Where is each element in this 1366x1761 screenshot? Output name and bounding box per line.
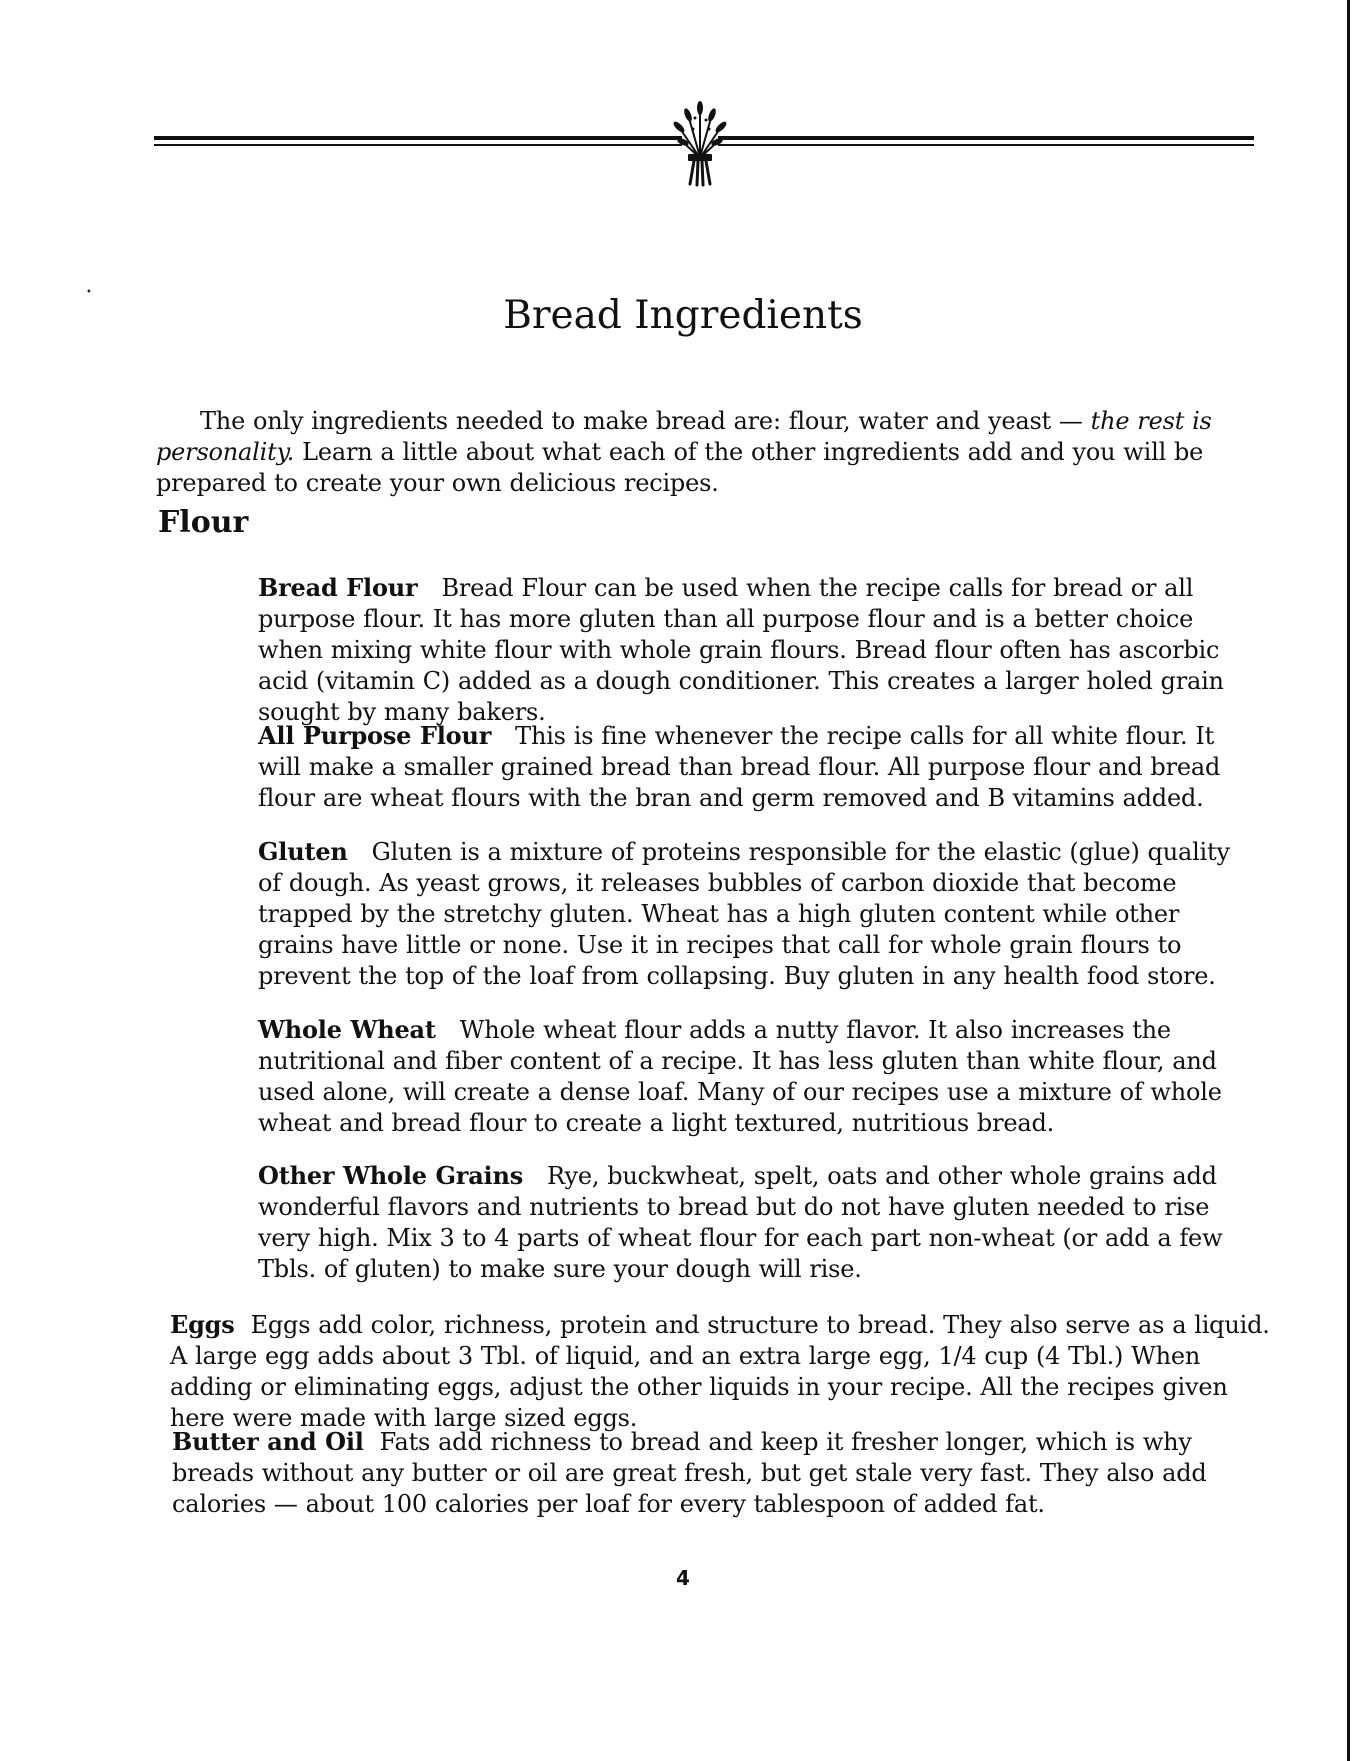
eggs-text: Eggs add color, richness, protein and structure to bread. They also serve as a liquid. A large egg adds about 3 Tbl. of liquid, and an extra large egg, 1/4 cup (4 Tbl.) When adding or eliminating eggs, adjust the other liquids in your recipe. All the recipes given here were made with large sized eggs. — [170, 1311, 1270, 1432]
bread-flour-entry — [258, 572, 1254, 728]
all-purpose-flour-term: All Purpose Flour — [258, 721, 492, 750]
whole-wheat-text: Whole wheat flour adds a nutty flavor. It also increases the nutritional and fiber content of a recipe. It has less gluten than white flour, and used alone, will create a dense loaf. Many of our recipes use a mixture of whole wheat and bread flour to create a light textured, nutritious bread. — [258, 1016, 1222, 1137]
bread-flour-text: Bread Flour can be used when the recipe calls for bread or all purpose flour. It has more gluten than all purpose flour and is a better choice when mixing white flour with whole grain flours. Bread flour often has ascorbic acid (vitamin C) added as a dough conditioner. This creates a larger holed grain sought by many bakers. — [258, 574, 1224, 726]
intro-emphasis-text: the rest is personality. — [156, 407, 1212, 466]
gluten-entry — [258, 836, 1254, 992]
whole-wheat-term: Whole Wheat — [258, 1015, 436, 1044]
scan-mark: • — [86, 287, 92, 298]
other-whole-grains-text: Rye, buckwheat, spelt, oats and other whole grains add wonderful flavors and nutrients to bread but do not have gluten needed to rise very high. Mix 3 to 4 parts of wheat flour for each part non-wheat (or add a few Tbls. of gluten) to make sure your dough will rise. — [258, 1162, 1223, 1283]
bread-flour-term: Bread Flour — [258, 573, 418, 602]
intro-paragraph — [156, 406, 1250, 499]
butter-and-oil-term: Butter and Oil — [172, 1427, 364, 1456]
intro-after-text: Learn a little about what each of the other ingredients add and you will be prepared to create your own delicious recipes. — [156, 438, 1204, 497]
eggs-entry — [170, 1309, 1272, 1434]
other-whole-grains-entry — [258, 1160, 1254, 1285]
eggs-term: Eggs — [170, 1310, 235, 1339]
page-number: 4 — [676, 1566, 690, 1590]
whole-wheat-entry — [258, 1014, 1254, 1139]
all-purpose-flour-entry — [258, 720, 1254, 814]
gluten-text: Gluten is a mixture of proteins responsible for the elastic (glue) quality of dough. As yeast grows, it releases bubbles of carbon dioxide that become trapped by the stretchy gluten. Wheat has a high gluten content while other grains have little or none. Use it in recipes that call for whole grain flours to prevent the top of the loaf from collapsing. Buy gluten in any health food store. — [258, 838, 1230, 990]
other-whole-grains-term: Other Whole Grains — [258, 1161, 524, 1190]
flour-section-heading: Flour — [158, 505, 249, 540]
all-purpose-flour-text: This is fine whenever the recipe calls for all white flour. It will make a smaller grained bread than bread flour. All purpose flour and bread flour are wheat flours with the bran and germ removed and B vitamins added. — [258, 722, 1221, 812]
page-title: Bread Ingredients — [503, 293, 863, 338]
wheat-sheaf-icon — [654, 98, 746, 190]
scan-edge-line — [1347, 0, 1350, 1761]
gluten-term: Gluten — [258, 837, 348, 866]
butter-and-oil-entry — [172, 1426, 1270, 1520]
butter-and-oil-text: Fats add richness to bread and keep it fresher longer, which is why breads without any butter or oil are great fresh, but get stale very fast. They also add calories — about 100 calories per loaf for every tablespoon of added fat. — [172, 1428, 1207, 1518]
intro-main-text: The only ingredients needed to make bread are: flour, water and yeast — — [200, 407, 1091, 435]
